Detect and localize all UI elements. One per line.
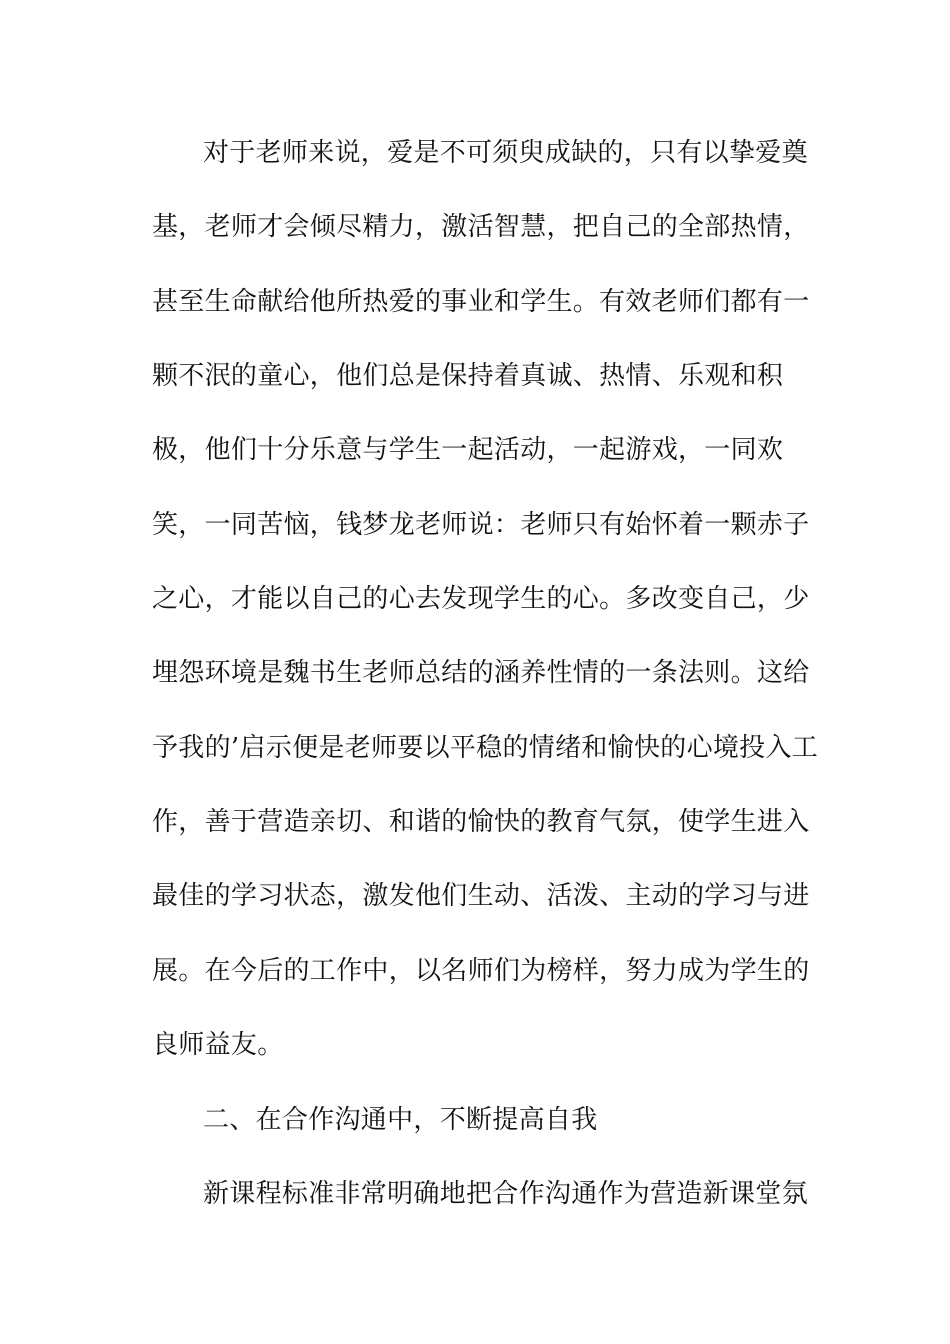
paragraph-line: 良师益友。 [152, 1030, 284, 1060]
paragraph-line: 颗不泯的童心，他们总是保持着真诚、热情、乐观和积 [152, 361, 784, 391]
paragraph-line: 对于老师来说，爱是不可须臾成缺的，只有以挚爱奠 [203, 138, 808, 168]
paragraph-line: 之心，才能以自己的心去发现学生的心。多改变自己，少 [152, 584, 810, 614]
section-heading: 二、在合作沟通中，不断提高自我 [203, 1105, 598, 1135]
paragraph-line: 最佳的学习状态，激发他们生动、活泼、主动的学习与进 [152, 881, 810, 911]
paragraph-line: 展。在今后的工作中，以名师们为榜样，努力成为学生的 [152, 956, 810, 986]
paragraph-line: 予我的’启示便是老师要以平稳的情绪和愉快的心境投入工 [152, 733, 819, 763]
paragraph-line: 作，善于营造亲切、和谐的愉快的教育气氛，使学生进入 [152, 807, 810, 837]
paragraph-line: 极，他们十分乐意与学生一起活动，一起游戏，一同欢 [152, 435, 784, 465]
paragraph-line: 基，老师才会倾尽精力，激活智慧，把自己的全部热情， [152, 212, 810, 242]
paragraph-line: 新课程标准非常明确地把合作沟通作为营造新课堂氛 [203, 1179, 808, 1209]
paragraph-line: 笑，一同苦恼，钱梦龙老师说：老师只有始怀着一颗赤子 [152, 510, 810, 540]
paragraph-line: 甚至生命献给他所热爱的事业和学生。有效老师们都有一 [152, 287, 810, 317]
paragraph-line: 埋怨环境是魏书生老师总结的涵养性情的一条法则。这给 [152, 658, 810, 688]
